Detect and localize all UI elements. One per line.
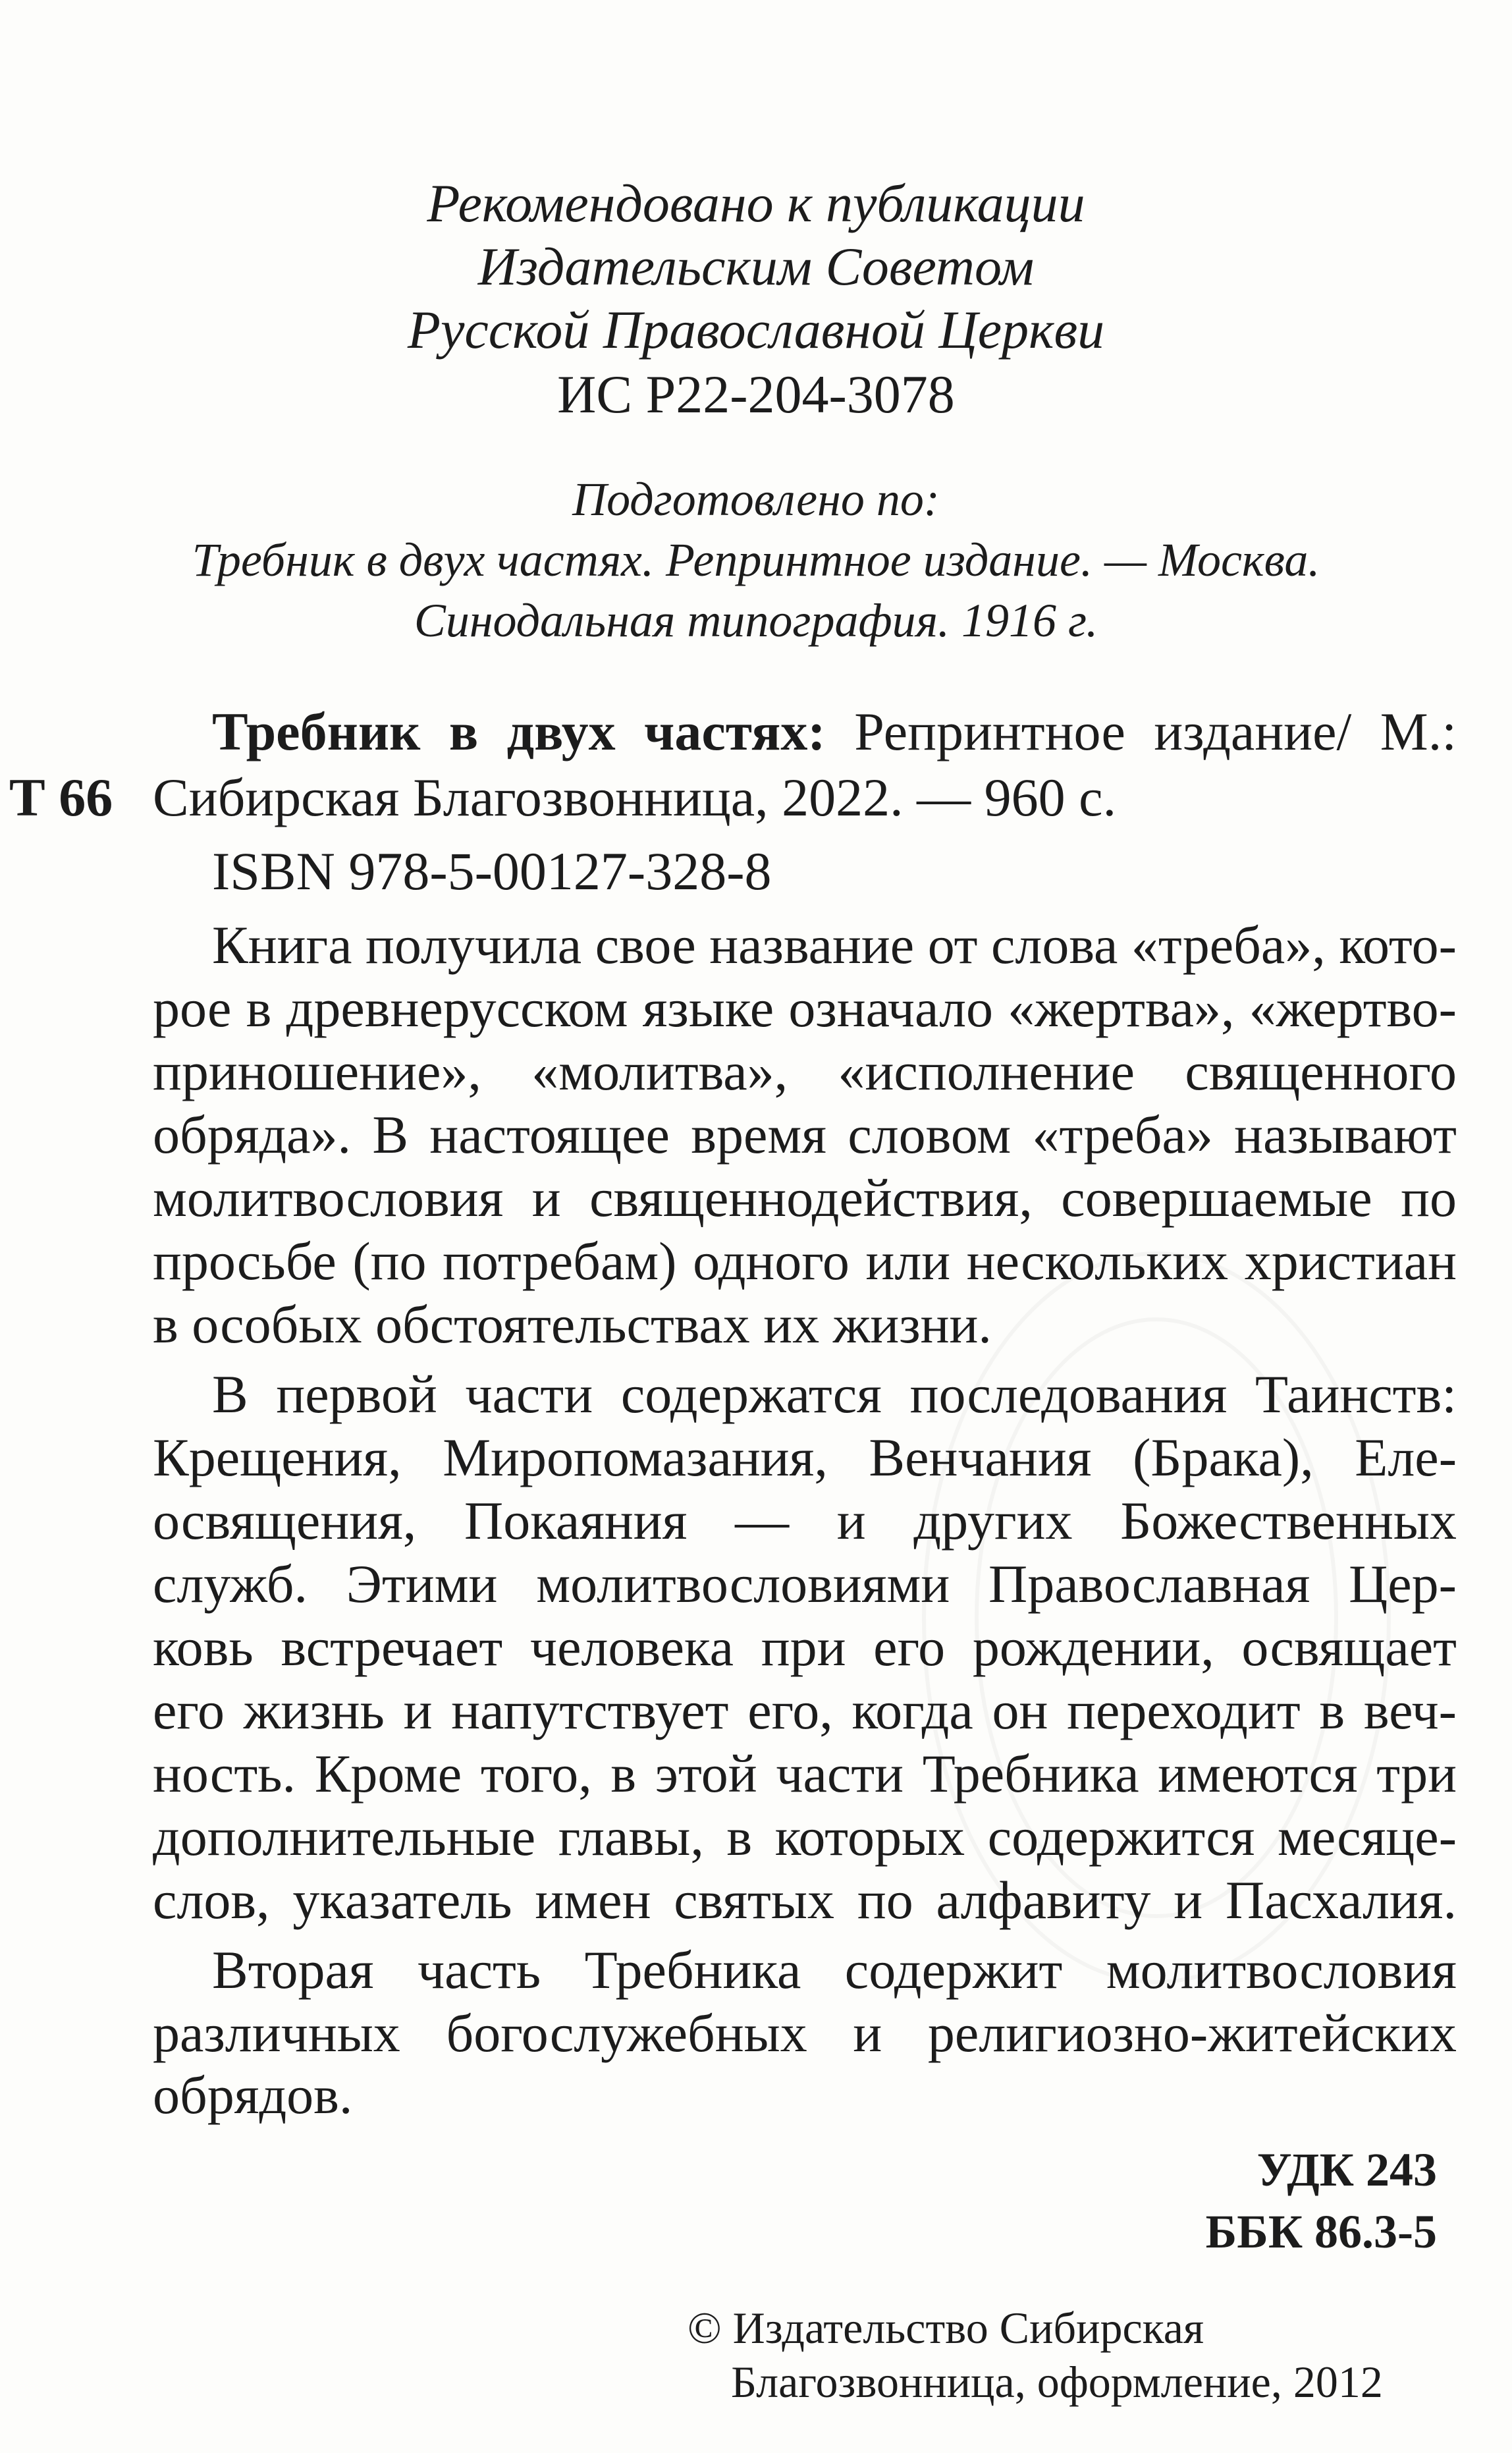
paragraph-2-line: дополнительные главы, в которых содержится месяце- [153,1807,1457,1867]
bibliography-title: Требник в двух частях: [212,702,826,761]
paragraph-2-line: В первой части содержатся последования Таинств: [212,1364,1457,1424]
approval-line-3: Русской Православной Церкви [407,300,1105,360]
paragraph-3-line: обрядов. [153,2065,353,2125]
copyright-line-1: © Издательство Сибирская [688,2303,1204,2353]
paragraph-1-line: просьбе (по потребам) одного или нескольких христиан [153,1231,1457,1291]
udk-code: УДК 243 [1256,2143,1437,2196]
paragraph-1-line: обряда». В настоящее время словом «треба» называют [153,1105,1457,1165]
source-label: Подготовлено по: [572,473,940,526]
approval-line-2: Издательским Советом [477,236,1035,296]
paragraph-1-line: молитвословия и священнодействия, совершаемые по [153,1168,1457,1228]
paragraph-2-line: слов, указатель имен святых по алфавиту и Пасхалия. [153,1870,1457,1930]
bibliography-isbn: ISBN 978-5-00127-328-8 [212,841,772,901]
bbk-code: ББК 86.3-5 [1205,2205,1437,2258]
paragraph-1-line: в особых обстоятельствах их жизни. [153,1294,992,1354]
paragraph-2-line: служб. Этими молитвословиями Православная Цер- [153,1554,1457,1614]
bibliography-title-line [212,702,1457,761]
approval-code: ИС Р22-204-3078 [557,364,955,424]
source-line-2: Синодальная типография. 1916 г. [414,594,1098,647]
bibliography-index: Т 66 [9,767,113,827]
bibliography-publisher: Сибирская Благозвонница, 2022. — 960 с. [153,767,1117,827]
paragraph-3-line: различных богослужебных и религиозно-житейских [153,2003,1457,2063]
paragraph-1-line: приношение», «молитва», «исполнение священного [153,1041,1457,1101]
copyright-line-2: Благозвонница, оформление, 2012 [731,2357,1383,2407]
paragraph-1-line: Книга получила свое название от слова «треба», кото- [212,915,1457,975]
paragraph-2-line: ность. Кроме того, в этой части Требника имеются три [153,1744,1457,1804]
paragraph-1-line: рое в древнерусском языке означало «жертва», «жертво- [153,978,1457,1038]
paragraph-2-line: освящения, Покаяния — и других Божественных [153,1491,1457,1551]
paragraph-3-line: Вторая часть Требника содержит молитвословия [212,1940,1457,2000]
paragraph-2-line: ковь встречает человека при его рождении, освящает [153,1617,1457,1677]
bibliography-title-rest: Репринтное издание/ М.: [825,702,1457,761]
paragraph-2-line: его жизнь и напутствует его, когда он переходит в веч- [153,1680,1457,1740]
source-line-1: Требник в двух частях. Репринтное издание. — Москва. [192,534,1320,586]
paragraph-2-line: Крещения, Миропомазания, Венчания (Брака), Еле- [153,1427,1457,1487]
approval-line-1: Рекомендовано к публикации [427,173,1085,233]
